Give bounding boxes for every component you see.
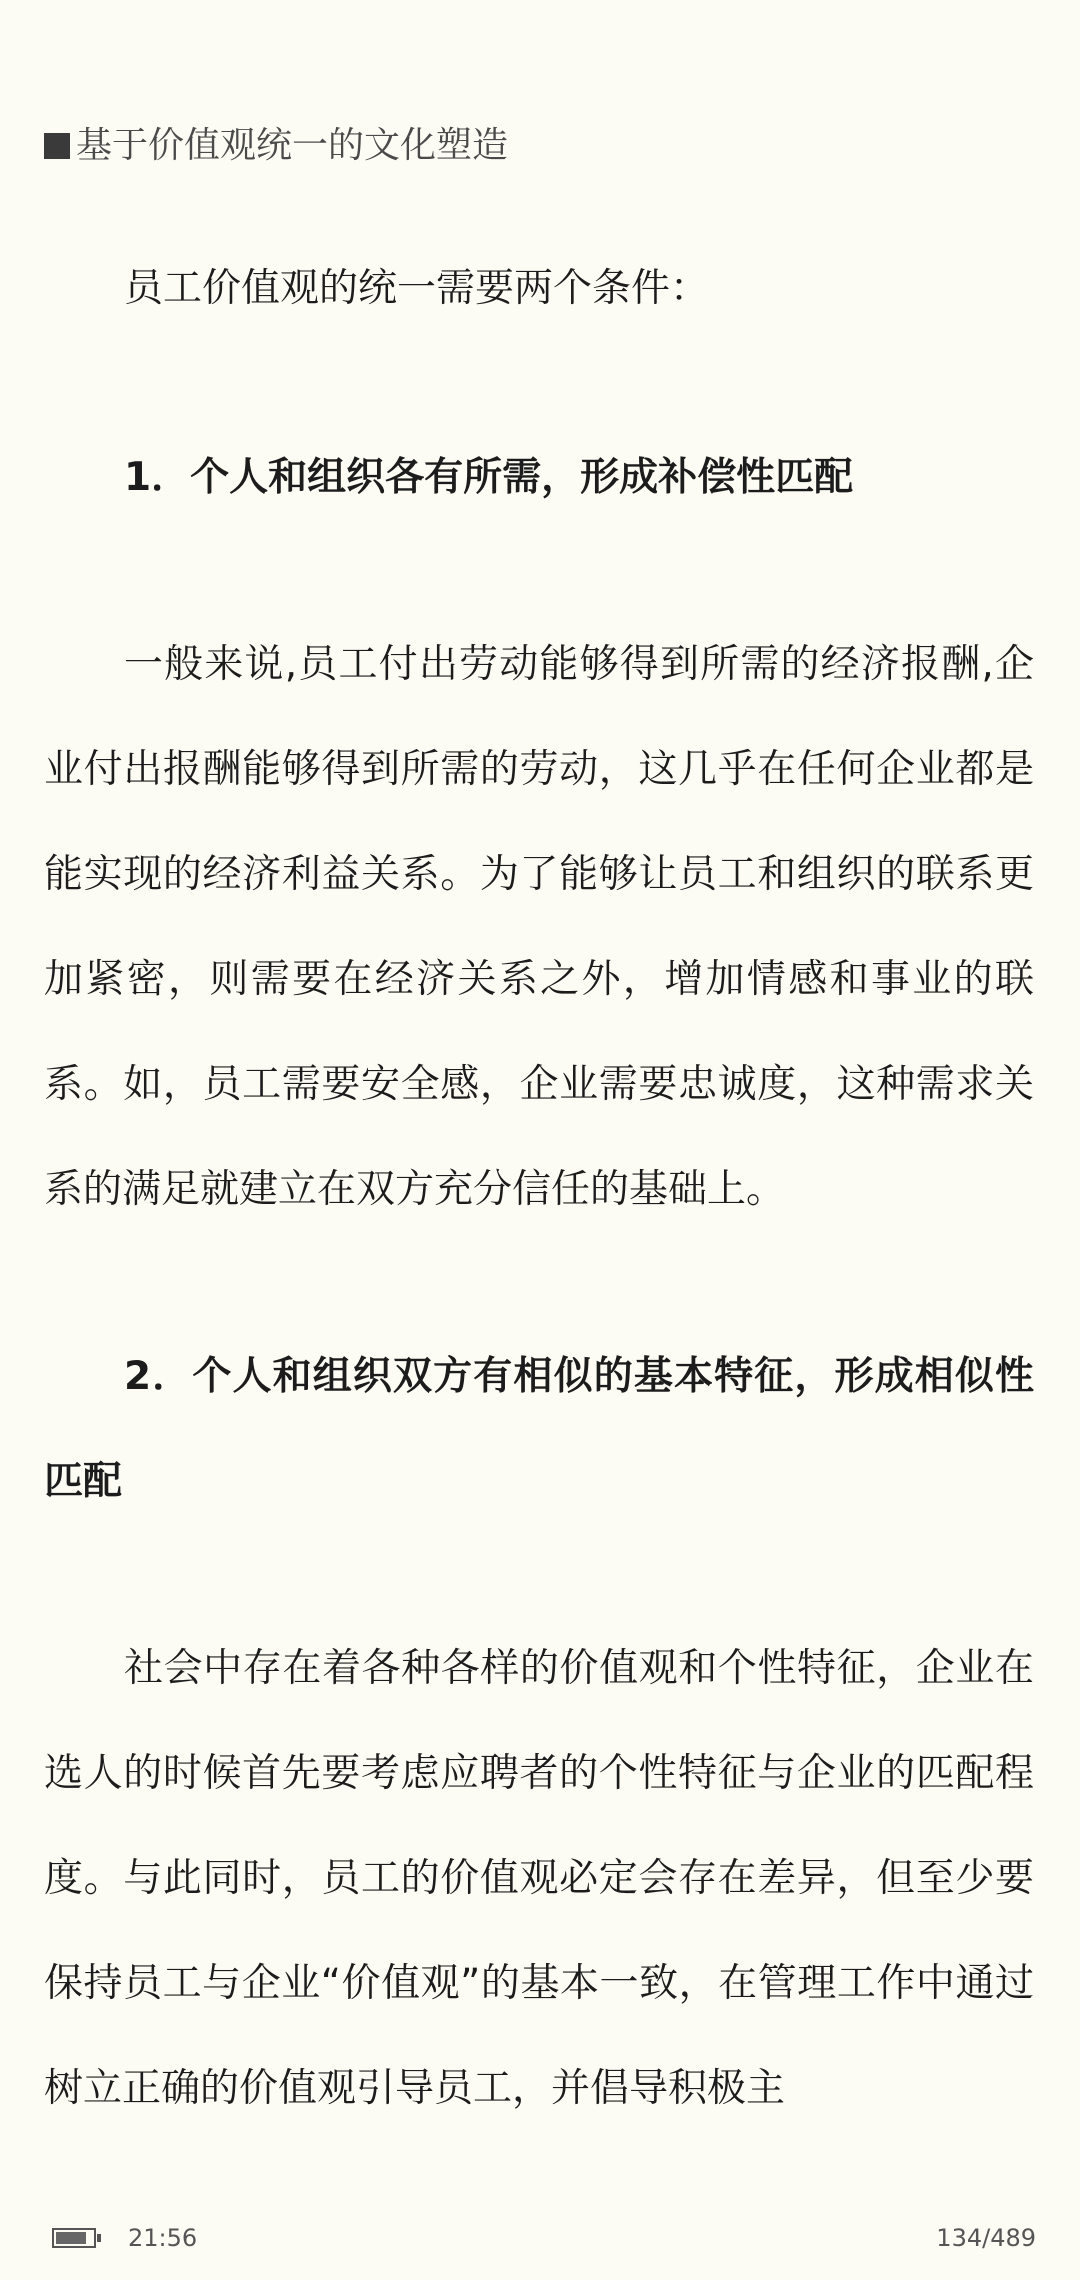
- reading-content: [44, 236, 1034, 2141]
- status-bar: [0, 2214, 1080, 2266]
- page-counter: 134/489: [936, 2224, 1036, 2252]
- body-paragraph-2: 社会中存在着各种各样的价值观和个性特征，企业在选人的时候首先要考虑应聘者的个性特征与企业的匹配程度。与此同时，员工的价值观必定会存在差异，但至少要保持员工与企业“价值观”的基本一致，在管理工作中通过树立正确的价值观引导员工，并倡导积极主: [44, 1646, 1034, 2111]
- chapter-title: 基于价值观统一的文化塑造: [76, 125, 509, 166]
- lead-paragraph: 员工价值观的统一需要两个条件：: [124, 266, 710, 311]
- square-bullet-icon: [44, 133, 70, 159]
- body-paragraph-1: 一般来说,员工付出劳动能够得到所需的经济报酬,企业付出报酬能够得到所需的劳动，这几乎在任何企业都是能实现的经济利益关系。为了能够让员工和组织的联系更加紧密，则需要在经济关系之外，增加情感和事业的联系。如，员工需要安全感，企业需要忠诚度，这种需求关系的满足就建立在双方充分信任的基础上。: [44, 642, 1034, 1212]
- section-heading-2: 2．个人和组织双方有相似的基本特征，形成相似性匹配: [44, 1354, 1034, 1504]
- battery-icon: [52, 2228, 96, 2248]
- clock-time: 21:56: [128, 2224, 198, 2252]
- section-heading-1: 1．个人和组织各有所需，形成补偿性匹配: [124, 455, 854, 500]
- chapter-header: [44, 118, 508, 174]
